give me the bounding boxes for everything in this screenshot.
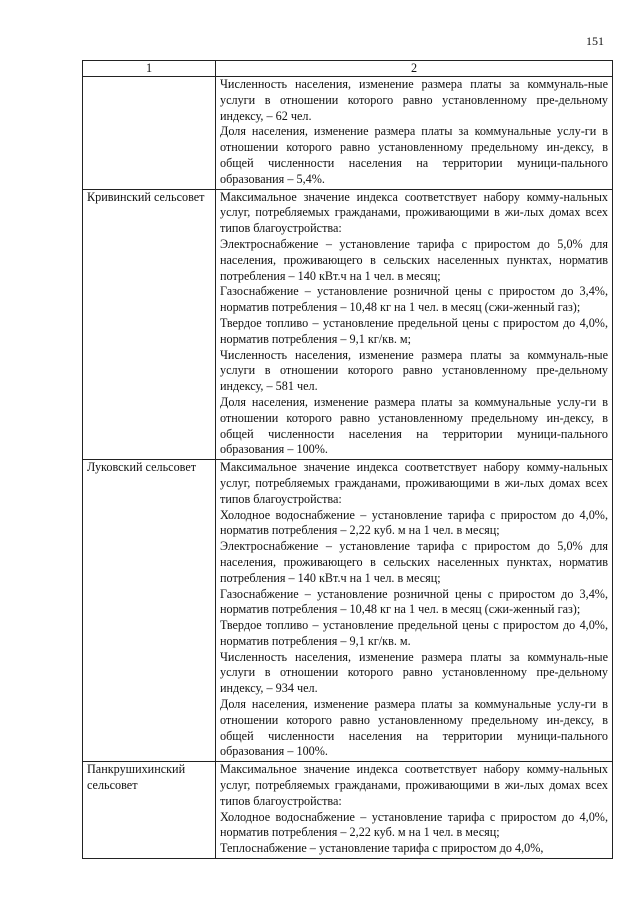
column-header-2: 2: [216, 61, 613, 77]
region-cell: Панкрушихинский сельсовет: [83, 762, 216, 859]
table-row: [83, 189, 613, 460]
paragraph: Газоснабжение – установление розничной цены с приростом до 3,4%, норматив потребления – 10,48 кг на 1 чел. в месяц (сжи-женный газ);: [220, 586, 608, 617]
paragraph: Электроснабжение – установление тарифа с приростом до 5,0% для населения, проживающего в сельских населенных пунктах, норматив потребления – 140 кВт.ч на 1 чел. в месяц;: [220, 236, 608, 283]
paragraph: Газоснабжение – установление розничной цены с приростом до 3,4%, норматив потребления – 10,48 кг на 1 чел. в месяц (сжи-женный газ);: [220, 284, 608, 315]
table-row: [83, 77, 613, 190]
description-cell: [216, 762, 613, 859]
table-row: [83, 762, 613, 859]
paragraph: Максимальное значение индекса соответствует набору комму-нальных услуг, потребляемых гражданами, проживающими в жи-лых домах всех типов благоустройства:: [220, 189, 608, 236]
description-cell: [216, 189, 613, 460]
region-cell: [83, 77, 216, 190]
paragraph: Численность населения, изменение размера платы за коммуналь-ные услуги в отношении которого равно установленному пре-дельному индексу, – 934 чел.: [220, 649, 608, 696]
paragraph: Численность населения, изменение размера платы за коммуналь-ные услуги в отношении которого равно установленному пре-дельному индексу, – 62 чел.: [220, 77, 608, 123]
description-cell: [216, 77, 613, 190]
region-cell: Луковский сельсовет: [83, 460, 216, 762]
paragraph: Холодное водоснабжение – установление тарифа с приростом до 4,0%, норматив потребления – 2,22 куб. м на 1 чел. в месяц;: [220, 507, 608, 538]
region-cell: Кривинский сельсовет: [83, 189, 216, 460]
column-header-1: 1: [83, 61, 216, 77]
paragraph: Теплоснабжение – установление тарифа с приростом до 4,0%,: [220, 841, 544, 856]
paragraph: Твердое топливо – установление предельной цены с приростом до 4,0%, норматив потребления – 9,1 кг/кв. м.: [220, 618, 608, 648]
paragraph: Доля населения, изменение размера платы за коммунальные услу-ги в отношении которого равно установленному предельному ин-дексу, в общей численности населения на территории муници-пального образования – 5,4%.: [220, 124, 608, 186]
index-table: [82, 60, 613, 859]
paragraph: Доля населения, изменение размера платы за коммунальные услу-ги в отношении которого равно установленному предельному ин-дексу, в общей численности населения на территории муници-пального образования – 100%.: [220, 697, 608, 759]
paragraph: Доля населения, изменение размера платы за коммунальные услу-ги в отношении которого равно установленному предельному ин-дексу, в общей численности населения на территории муници-пального образования – 100%.: [220, 394, 608, 457]
page-number: 151: [586, 34, 604, 48]
paragraph: Холодное водоснабжение – установление тарифа с приростом до 4,0%, норматив потребления – 2,22 куб. м на 1 чел. в месяц;: [220, 809, 608, 840]
table-header-row: [83, 61, 613, 77]
paragraph: Максимальное значение индекса соответствует набору комму-нальных услуг, потребляемых гражданами, проживающими в жи-лых домах всех типов благоустройства:: [220, 762, 608, 808]
paragraph: Максимальное значение индекса соответствует набору комму-нальных услуг, потребляемых гражданами, проживающими в жи-лых домах всех типов благоустройства:: [220, 460, 608, 506]
paragraph: Твердое топливо – установление предельной цены с приростом до 4,0%, норматив потребления – 9,1 кг/кв. м;: [220, 315, 608, 346]
paragraph: Электроснабжение – установление тарифа с приростом до 5,0% для населения, проживающего в сельских населенных пунктах, норматив потребления – 140 кВт.ч на 1 чел. в месяц;: [220, 539, 608, 585]
paragraph: Численность населения, изменение размера платы за коммуналь-ные услуги в отношении которого равно установленному пре-дельному индексу, – 581 чел.: [220, 347, 608, 394]
description-cell: [216, 460, 613, 762]
table-row: [83, 460, 613, 762]
